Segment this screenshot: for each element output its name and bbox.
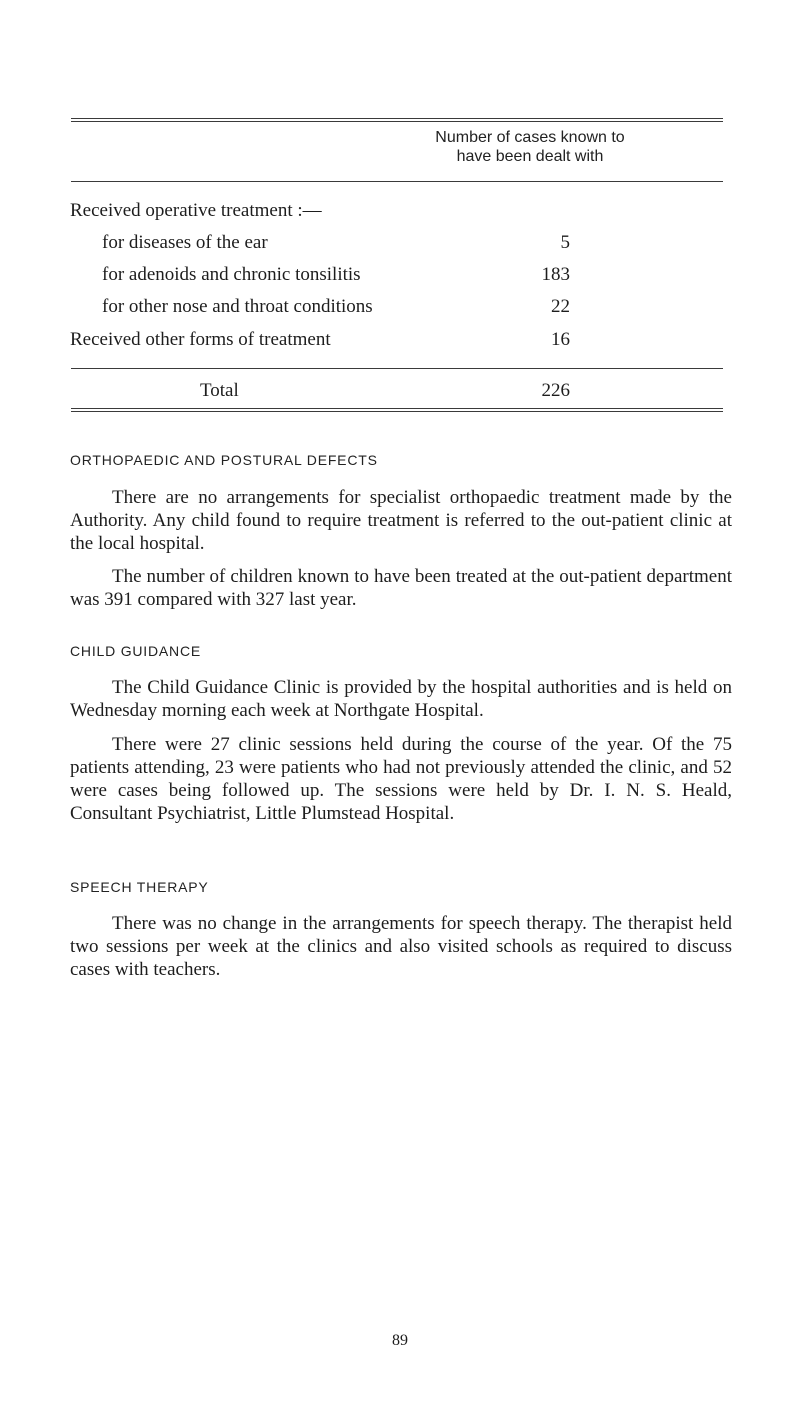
paragraph: There were 27 clinic sessions held during the course of the year. Of the 75 patients attending, 23 were patients who had not previously attended the clinic, and 52 were cases being followed up. The sessions were held by Dr. I. N. S. Heald, Consultant Psychiatrist, Little Plumstead Hospital. [70, 734, 732, 824]
paragraph: The Child Guidance Clinic is provided by the hospital authorities and is held on Wednesday morning each week at Northgate Hospital. [70, 677, 732, 721]
table-top-rule [71, 118, 723, 122]
column-header-line-2: have been dealt with [456, 148, 604, 165]
section-heading-child-guidance: CHILD GUIDANCE [70, 643, 201, 659]
table-row [0, 228, 800, 258]
row-label: Received operative treatment :— [70, 200, 322, 221]
table-row [0, 260, 800, 290]
paragraph: There was no change in the arrangements for speech therapy. The therapist held two sessions per week at the clinics and also visited schools as required to discuss cases with teachers. [70, 913, 732, 980]
row-label: for diseases of the ear [102, 232, 268, 253]
table-row [0, 292, 800, 322]
row-value: 183 [541, 264, 570, 285]
page-number: 89 [392, 1332, 408, 1349]
row-value: 5 [560, 232, 570, 253]
total-rule [71, 368, 723, 369]
total-value: 226 [541, 380, 570, 401]
row-label: for adenoids and chronic tonsilitis [102, 264, 361, 285]
header-rule [71, 181, 723, 182]
table-row [0, 325, 800, 355]
section-heading-orthopaedic: ORTHOPAEDIC AND POSTURAL DEFECTS [70, 452, 378, 468]
column-header-line-1: Number of cases known to [435, 129, 625, 146]
total-row [0, 376, 800, 406]
row-value: 16 [551, 329, 570, 350]
paragraph: There are no arrangements for specialist orthopaedic treatment made by the Authority. Any child found to require treatment is referred to the out-patient clinic at the local hospital. [70, 487, 732, 554]
section-heading-speech-therapy: SPEECH THERAPY [70, 879, 209, 895]
column-header [380, 128, 680, 166]
table-row [0, 196, 800, 226]
total-label: Total [200, 380, 239, 401]
paragraph: The number of children known to have been treated at the out-patient department was 391 compared with 327 last year. [70, 566, 732, 610]
table-bottom-rule [71, 408, 723, 412]
row-label: Received other forms of treatment [70, 329, 331, 350]
row-value: 22 [551, 296, 570, 317]
row-label: for other nose and throat conditions [102, 296, 373, 317]
